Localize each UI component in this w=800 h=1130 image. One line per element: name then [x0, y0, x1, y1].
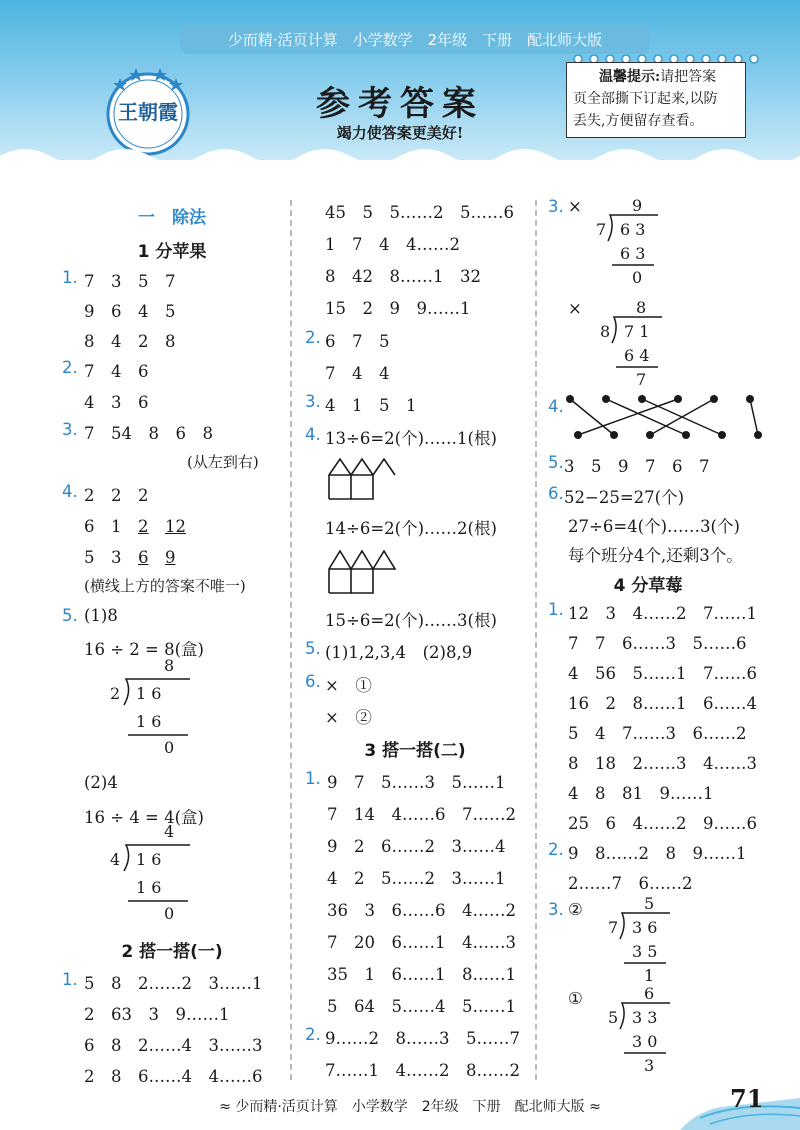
- question-number: 2.: [548, 840, 564, 859]
- answer-line: × ②: [325, 708, 372, 727]
- svg-text:3 0: 3 0: [632, 1032, 658, 1051]
- stick-houses-figure-2: [325, 545, 415, 597]
- answer-line: 9 7 5……3 5……1: [327, 773, 506, 792]
- answer-line: 7……1 4……2 8……2: [325, 1061, 520, 1080]
- answer-line: (1)8: [84, 606, 118, 625]
- answer-line: 36 3 6……6 4……2: [327, 901, 516, 920]
- svg-text:2: 2: [110, 684, 121, 703]
- answer-note: (横线上方的答案不唯一): [84, 577, 246, 595]
- answer-line: (2)4: [84, 773, 118, 792]
- answer-line: 7 4 4: [325, 364, 390, 383]
- answer-line: 2 63 3 9……1: [84, 1005, 230, 1024]
- answer-line: 2 8 6……4 4……6: [84, 1067, 263, 1086]
- page-number: 71: [730, 1084, 764, 1113]
- question-number: 4.: [548, 397, 564, 416]
- answer-mark: ×: [568, 299, 582, 318]
- svg-text:1 6: 1 6: [136, 712, 162, 731]
- svg-text:0: 0: [164, 738, 175, 757]
- question-number: 5.: [548, 453, 564, 472]
- question-number: 1.: [62, 970, 78, 989]
- question-number: 3.: [548, 197, 564, 216]
- svg-text:7 1: 7 1: [624, 322, 650, 341]
- answer-line: 7 14 4……6 7……2: [327, 805, 516, 824]
- question-number: 6.: [305, 672, 321, 691]
- svg-text:6 4: 6 4: [624, 346, 650, 365]
- answer-line: 15 2 9 9……1: [325, 299, 471, 318]
- svg-text:0: 0: [164, 904, 175, 923]
- unit-heading: 一 除法: [138, 208, 206, 228]
- svg-text:3: 3: [644, 1056, 655, 1075]
- svg-text:1 6: 1 6: [136, 850, 162, 869]
- question-number: 6.: [548, 484, 564, 503]
- answer-line: 35 1 6……1 8……1: [327, 965, 516, 984]
- section-heading: 1 分苹果: [137, 242, 207, 262]
- svg-text:8: 8: [600, 322, 611, 341]
- answer-line: 6 8 2……4 3……3: [84, 1036, 263, 1055]
- page-subtitle: 竭力使答案更美好!: [336, 124, 464, 142]
- answer-line: (1)1,2,3,4 (2)8,9: [325, 643, 473, 662]
- header-wave: [0, 138, 800, 178]
- header-band: 少而精·活页计算 小学数学 2年级 下册 配北师大版: [180, 26, 650, 54]
- footer-text: ≈ 少而精·活页计算 小学数学 2年级 下册 配北师大版 ≈: [219, 1099, 601, 1115]
- svg-text:4: 4: [110, 850, 121, 869]
- answer-line: 16 2 8……1 6……4: [568, 694, 757, 713]
- svg-text:6 3: 6 3: [620, 244, 646, 263]
- answer-mark: ×: [568, 197, 582, 216]
- question-number: 1.: [305, 769, 321, 788]
- svg-text:1: 1: [644, 966, 655, 985]
- section-heading: 3 搭一搭(二): [364, 741, 466, 761]
- long-division-1: [102, 655, 192, 765]
- question-number: 2.: [305, 328, 321, 347]
- answer-line: 7 7 6……3 5……6: [568, 634, 747, 653]
- equation: 52−25=27(个): [564, 488, 685, 507]
- answer-line: 8 18 2……3 4……3: [568, 754, 757, 773]
- question-number: 2.: [305, 1025, 321, 1044]
- question-number: 3.: [62, 420, 78, 439]
- question-number: 4.: [62, 482, 78, 501]
- answer-line: 9……2 8……3 5……7: [325, 1029, 520, 1048]
- answer-line: 4 1 5 1: [325, 396, 417, 415]
- answer-line: 45 5 5……2 5……6: [325, 203, 514, 222]
- svg-text:0: 0: [632, 268, 643, 287]
- svg-text:3 6: 3 6: [632, 918, 658, 937]
- reminder-box: [566, 62, 746, 138]
- equation: 16 ÷ 4 = 4(盒): [84, 808, 204, 827]
- column-separator: [290, 200, 292, 1080]
- answer-line: 4 8 81 9……1: [568, 784, 714, 803]
- answer-line: 5 4 7……3 6……2: [568, 724, 747, 743]
- equation: 27÷6=4(个)……3(个): [568, 517, 740, 536]
- answer-line: 25 6 4……2 9……6: [568, 814, 757, 833]
- answer-line: 5 64 5……4 5……1: [327, 997, 516, 1016]
- svg-text:1 6: 1 6: [136, 684, 162, 703]
- svg-text:7: 7: [636, 370, 647, 389]
- svg-text:5: 5: [644, 895, 655, 913]
- answer-mark: ②: [568, 900, 583, 919]
- question-number: 1.: [62, 268, 78, 287]
- stick-houses-figure-1: [325, 453, 415, 503]
- long-division-6: [600, 985, 690, 1081]
- question-number: 5.: [62, 606, 78, 625]
- answer-line: 2……7 6……2: [568, 874, 693, 893]
- answer-line: 6 1 2 12: [84, 517, 186, 536]
- question-number: 2.: [62, 358, 78, 377]
- answer-line: 6 7 5: [325, 332, 390, 351]
- answer-line: 7 54 8 6 8: [84, 424, 213, 443]
- answer-line: 8 4 2 8: [84, 332, 176, 351]
- equation: 14÷6=2(个)……2(根): [325, 519, 497, 538]
- question-number: 1.: [548, 600, 564, 619]
- long-division-3: [588, 197, 678, 293]
- answer-line: × ①: [325, 676, 372, 695]
- equation: 13÷6=2(个)……1(根): [325, 429, 497, 448]
- column-separator: [535, 200, 537, 1080]
- section-heading: 2 搭一搭(一): [121, 942, 223, 962]
- tip-text-3: 丢失,方便留存查看。: [573, 113, 704, 129]
- answer-line: 8 42 8……1 32: [325, 267, 481, 286]
- answer-line: 2 2 2: [84, 486, 149, 505]
- question-number: 4.: [305, 425, 321, 444]
- answer-note: (从左到右): [187, 453, 259, 471]
- answer-line: 5 8 2……2 3……1: [84, 974, 263, 993]
- svg-text:8: 8: [636, 299, 647, 317]
- answer-line: 1 7 4 4……2: [325, 235, 460, 254]
- question-number: 3.: [305, 392, 321, 411]
- answer-line: 7 20 6……1 4……3: [327, 933, 516, 952]
- answer-line: 4 3 6: [84, 393, 149, 412]
- answer-line: 4 56 5……1 7……6: [568, 664, 757, 683]
- answer-line: 3 5 9 7 6 7: [564, 457, 710, 476]
- long-division-5: [600, 895, 690, 991]
- question-number: 3.: [548, 900, 564, 919]
- answer-line: 12 3 4……2 7……1: [568, 604, 757, 623]
- tip-text-2: 页全部撕下订起来,以防: [573, 91, 718, 107]
- equation: 15÷6=2(个)……3(根): [325, 611, 497, 630]
- answer-sentence: 每个班分4个,还剩3个。: [568, 546, 743, 565]
- svg-text:7: 7: [608, 918, 619, 937]
- equation: 16 ÷ 2 = 8(盒): [84, 640, 204, 659]
- answer-line: 9 2 6……2 3……4: [327, 837, 506, 856]
- svg-text:9: 9: [632, 197, 643, 215]
- long-division-4: [592, 299, 682, 395]
- svg-text:6: 6: [644, 985, 655, 1003]
- svg-text:6 3: 6 3: [620, 220, 646, 239]
- logo-text: 王朝霞: [118, 100, 178, 124]
- tip-text-1: 请把答案: [660, 69, 717, 85]
- answer-line: 4 2 5……2 3……1: [327, 869, 506, 888]
- section-heading: 4 分草莓: [613, 576, 683, 596]
- svg-text:7: 7: [596, 220, 607, 239]
- answer-line: 7 4 6: [84, 362, 149, 381]
- svg-text:3 5: 3 5: [632, 942, 658, 961]
- matching-diagram: [562, 391, 762, 443]
- svg-text:5: 5: [608, 1008, 619, 1027]
- svg-text:1 6: 1 6: [136, 878, 162, 897]
- answer-line: 5 3 6 9: [84, 548, 176, 567]
- long-division-2: [102, 821, 192, 931]
- answer-line: 9 6 4 5: [84, 302, 176, 321]
- svg-text:3 3: 3 3: [632, 1008, 658, 1027]
- answer-line: 7 3 5 7: [84, 272, 176, 291]
- question-number: 5.: [305, 639, 321, 658]
- tip-label: 温馨提示:: [599, 69, 661, 85]
- svg-text:8: 8: [164, 656, 175, 675]
- answer-mark: ①: [568, 989, 583, 1008]
- svg-text:4: 4: [164, 822, 175, 841]
- answer-line: 9 8……2 8 9……1: [568, 844, 747, 863]
- page-title: 参考答案: [316, 84, 484, 124]
